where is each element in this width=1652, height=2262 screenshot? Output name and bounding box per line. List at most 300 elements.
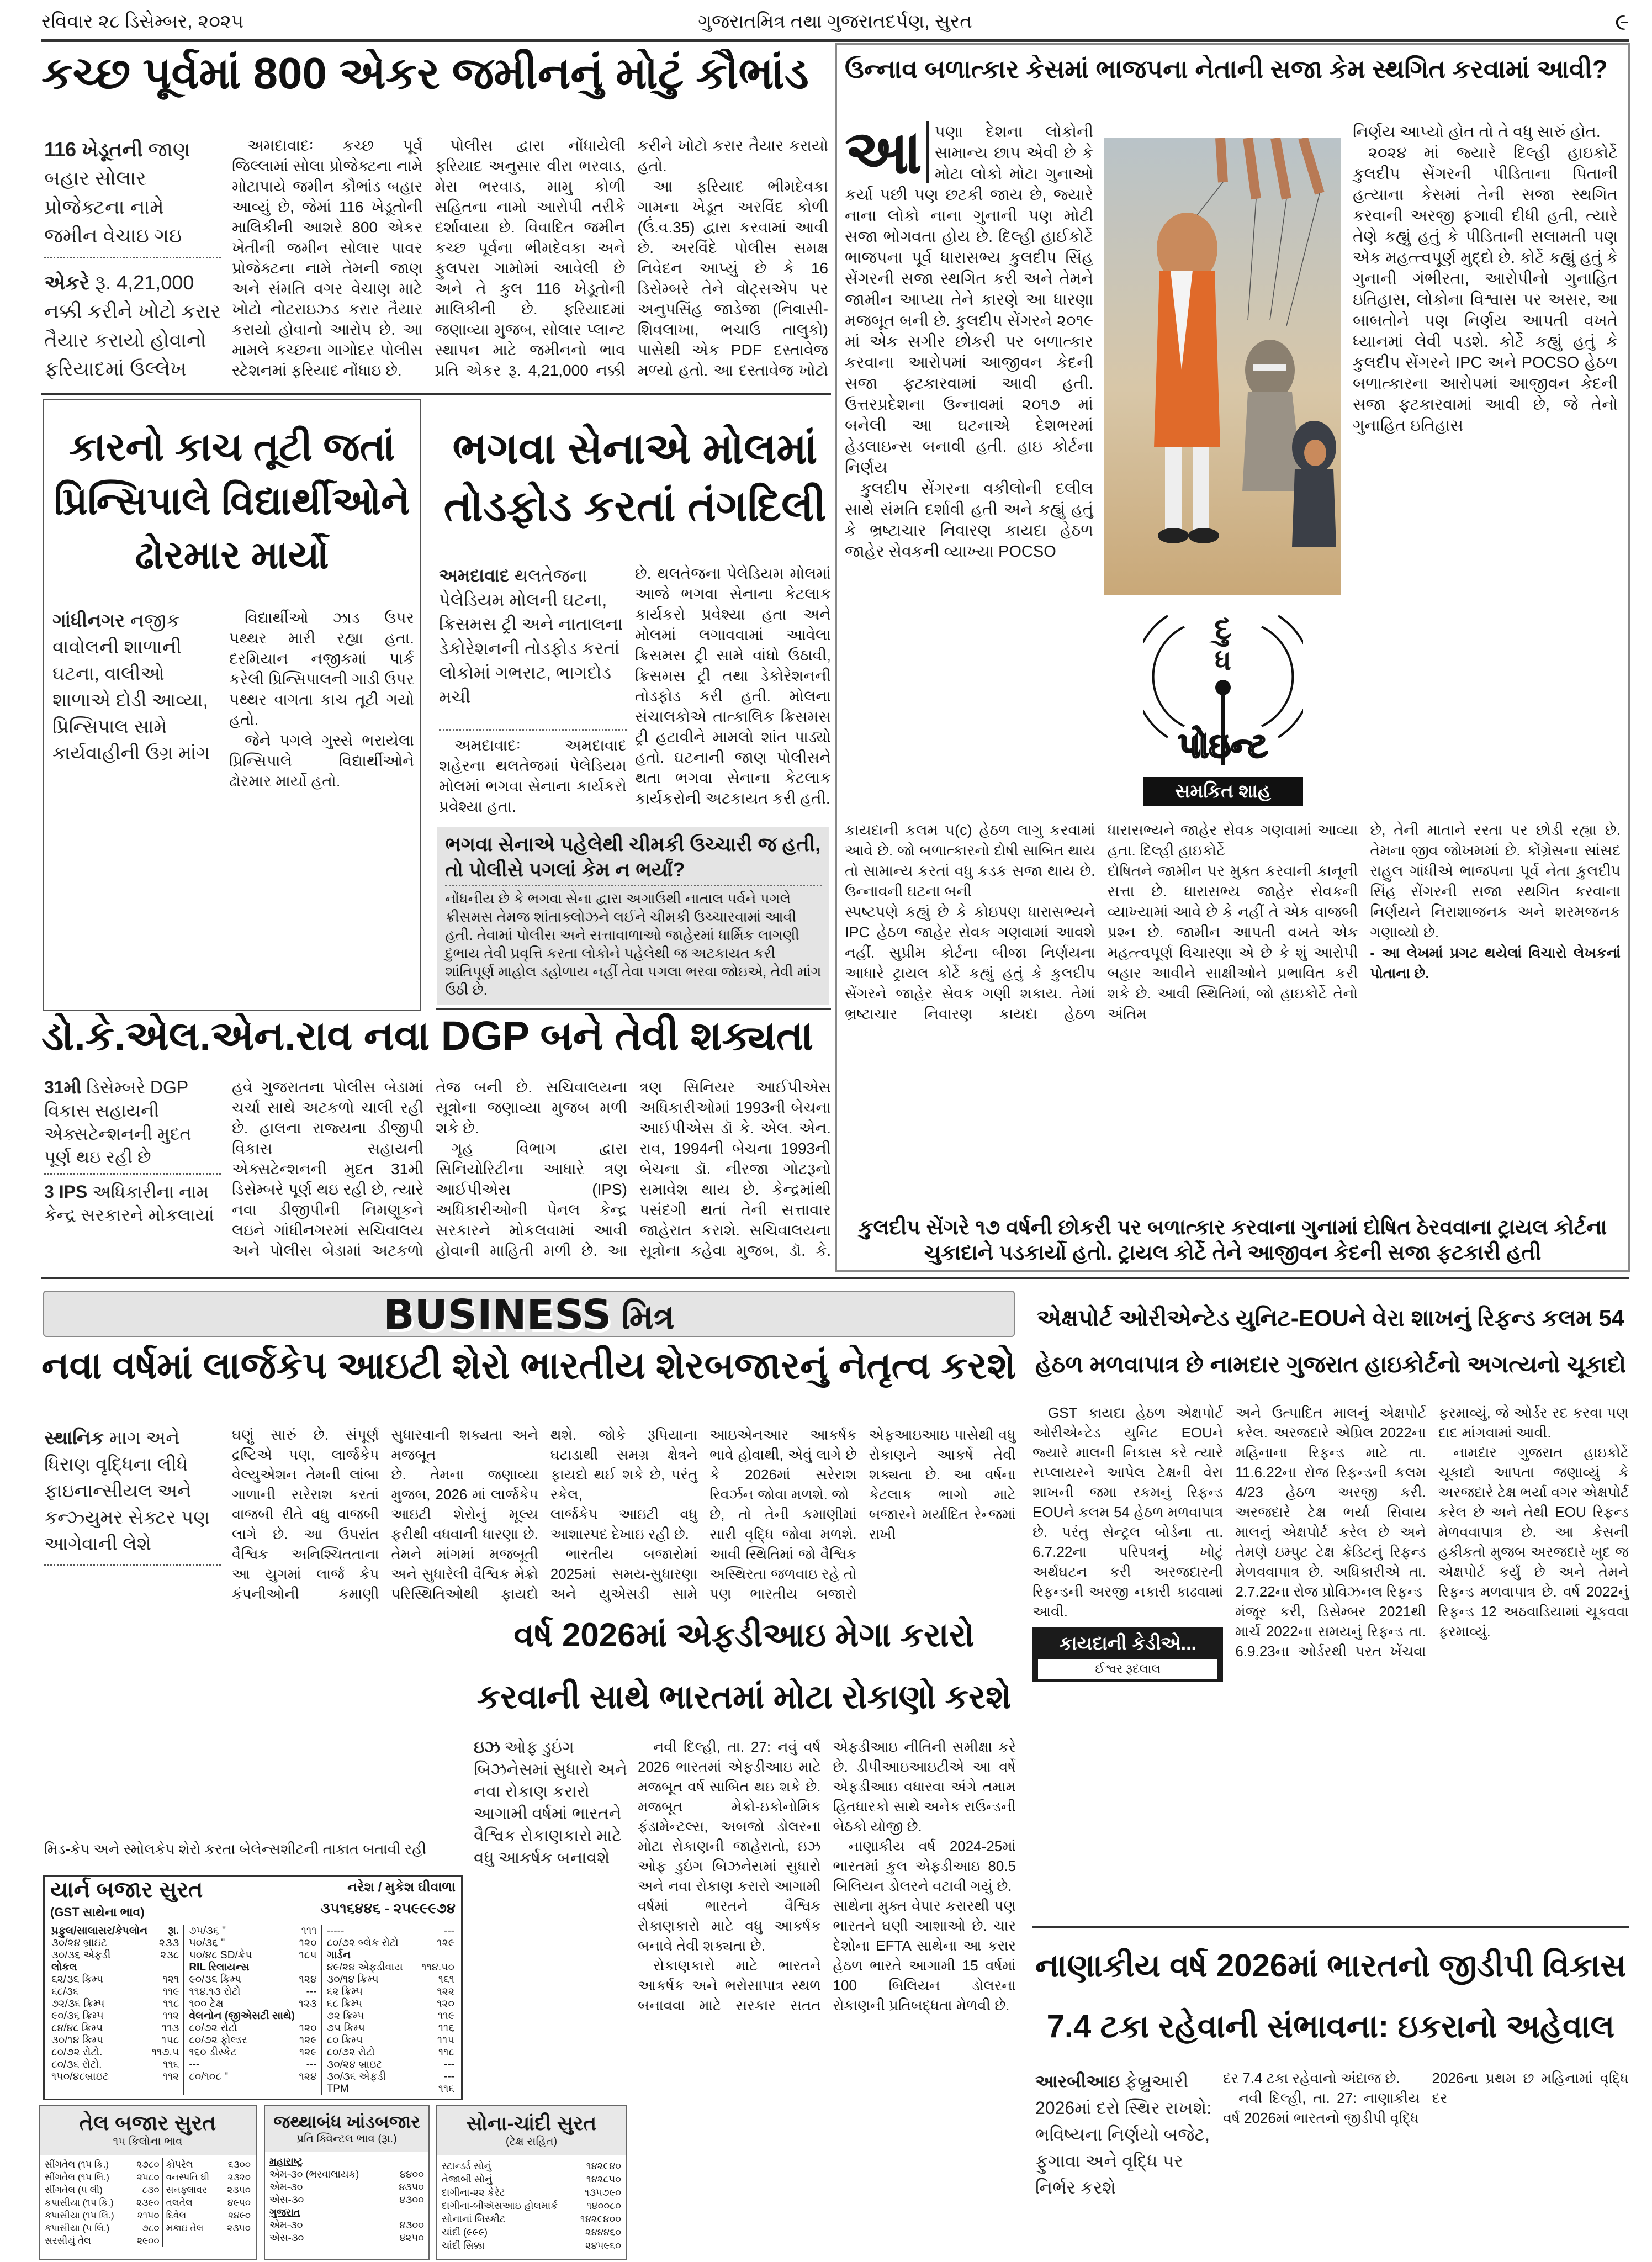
paragraph: ગૃહ વિભાગ દ્વારા સિનિયોરિટીના આધારે ત્રણ આઈપીએસ (IPS) અધિકારીઓની પેનલ કેન્દ્ર સરકારને મોકલવામાં આવી હોવાની માહિતી મળી છે. આ ત્રણ સિનિયર આઈપીએસ અધિકારીઓમાં 1993ની બેચના આઈપીએસ ડૉ કે. એલ. એન. રાવ, 1994ની બેચના 1993ની બેચના ડૉ. નીરજા ગોટરૂનો સમાવેશ થાય છે. કેન્દ્રમાંથી પસંદગી થતાં તેની સત્તાવાર જાહેરાત કરાશે. સચિવાલયના સૂત્રોના કહેવા મુજબ, ડૉ. કે. [436,1079,831,1259]
unnao-cartoon [1104,138,1341,595]
eou-headline: એક્ષપોર્ટ ઓરીએન્ટેડ યુનિટ-EOUને વેરા શાખનું રિફન્ડ કલમ 54 હેઠળ મળવાપાત્ર છે નામદાર ગુજરાત હાઇકોર્ટનો અગત્યનો ચૂકાદો [1035,1305,1627,1377]
item-price: ૨૪૫૯૬૦ [585,2240,621,2251]
price-row [51,2034,179,2047]
highlight-text: નજીક વાવોલની શાળાની ઘટના, વાલીઓ શાળાએ દોડી આવ્યા, પ્રિન્સિપાલ સામે કાર્યવાહીની ઉગ્ર માંગ [52,610,210,764]
yarn-subtitle: (GST સાથેના ભાવ) [50,1905,145,1919]
item-name: ૩૦/૧૪ ક્રિમ્પ [326,1974,379,1985]
logo-letter: ધ [1215,645,1231,676]
region-heading: મહારાષ્ટ્ર [269,2156,303,2167]
item-price: ૧૨૦ [299,2022,317,2034]
paragraph: કાયદાની કલમ ૫(c) હેઠળ લાગુ કરવામાં આવે છે. જો બળાત્કારનો દોષી સાબિત થાય તો સામાન્ય કરતાં વધુ કડક સજા થાય છે. ઉન્નાવની ઘટના બની [845,822,1095,900]
price-row [442,2226,621,2239]
price-row [51,2059,179,2071]
price-row [442,2199,621,2212]
item-name: વેલનોન (જીએસટી સાથે) [189,2010,295,2022]
dgp-headline: ડો.કે.એલ.એન.રાવ નવા DGP બને તેવી શક્યતા [41,1013,813,1059]
price-row [51,1925,179,1937]
price-row [51,2010,179,2022]
item-price: ૧૧૪.૫૦ [421,1962,454,1973]
item-price: ૧૨૯ [299,2047,317,2058]
item-price: ૧૩૫૭૯૦ [584,2187,621,2198]
paragraph: છે. તેમના જણાવ્યા મુજબ, 2026 માં લાર્જકેપ આઇટી શેરોનું મૂલ્ય ફરીથી વધવાની ધારણા છે. તેમને માંગમાં મજબૂતી અને સુધારેલી વૈશ્વિક મેક્રો પરિસ્થિતિઓથી ફાયદો થશે. જોકે રૂપિયાના ઘટાડાથી સમગ્ર ક્ષેત્રને ફાયદો થઈ શકે છે, પરંતુ સ્કેલ, [391,1426,698,1602]
item-price: ૧૪૨૯૪૦૦ [580,2213,621,2224]
item-price: ૧૨૩ [298,1998,317,2010]
law-column-title: કાયદાની કેડીએ... [1059,1633,1196,1654]
business-highlight [44,1425,221,1576]
price-row [166,2196,251,2209]
item-name: ૬૨/૩૬ ક્રિમ્પ [51,1974,103,1985]
price-row [166,2171,251,2184]
price-row [442,2159,621,2173]
item-price: ૨૩૫૦ [227,2223,251,2233]
paragraph: સ્પષ્ટપણે કહ્યું છે કે કોઇપણ ધારાસભ્યને IPC હેઠળ જાહેર સેવક ગણવામાં આવશે નહીં. સુપ્રીમ કોર્ટના બીજા નિર્ણયના આધારે ટ્રાયલ કોર્ટે કહ્યું હતું કે કુલદીપ સેંગરને જાહેર સેવક ગણી શકાય. તેમાં ભ્રષ્ટાચાર નિવારણ કાયદા હેઠળ ધારાસભ્યને જાહેર સેવક ગણવામાં આવ્યા હતા. દિલ્હી હાઇકોર્ટે [845,822,1358,1022]
highlight-text: જાણ બહાર સોલાર પ્રોજેક્ટના નામે જમીન વેચાઇ ગઇ [44,138,190,247]
section-rule [41,1277,1629,1279]
divider [44,257,221,258]
oil-market-rows [40,2155,256,2250]
paragraph: રોકાણકારો માટે ભારતને આકર્ષક અને ભરોસાપાત્ર સ્થળ બનાવવા માટે સરકાર સતત એફડીઆઇ નીતિની સમીક્ષા કરે છે. ડીપીઆઇઆઇટીએ આ વર્ષે એફડીઆઇ વધારવા અંગે તમામ હિતધારકો સાથે અનેક રાઉન્ડની બેઠકો યોજી છે. [638,1738,1016,2013]
oil-market-title: તેલ બજાર સુરત [79,2112,216,2135]
item-name: લોકલ [51,1962,77,1973]
law-column-author: ઈશ્વર રૂદલાલ [1038,1659,1217,1679]
section-rule [1032,1926,1629,1928]
item-price: ૨૭૮૦ [136,2159,160,2170]
item-name: દિવેલ [166,2210,187,2221]
price-row [51,2022,179,2034]
highlight-bold: એકરે [44,271,90,294]
paragraph: મંજૂર કરી, ડિસેમ્બર 2021થી માર્ચ 2022ના સમયનું રિફન્ડ તા. 6.9.23ના ઓર્ડરથી પરત ખેંચવા ફરમાવ્યું, જે ઓર્ડર રદ કરવા પણ દાદ માંગવામાં આવી. [1235,1404,1629,1659]
highlight-bold: આરબીઆઇ [1035,2071,1120,2091]
highlight-text: રૂ. 4,21,000 નક્કી કરીને ખોટો કરાર તૈયાર કરાયો હોવાનો ફરિયાદમાં ઉલ્લેખ [44,271,221,380]
highlight-bold: 3 IPS [44,1182,88,1202]
yarn-column [47,1925,184,2095]
price-row [327,2034,454,2047]
kutch-highlights [44,135,221,383]
paragraph: મિડ-કેપ અને સ્મોલકેપ શેરો કરતા બેલેન્સશીટની તાકાત બતાવી રહી [44,1841,427,1857]
paragraph: નિર્ણય આપ્યો હોત તો તે વધુ સારું હોત. [1353,123,1601,141]
price-row [269,2168,424,2181]
oil-market-subtitle: ૧૫ કિલોના ભાવ [113,2136,183,2148]
item-price: ૧૧૯ [438,2010,454,2022]
paragraph: પણા દેશના લોકોની સામાન્ય છાપ એવી છે કે મોટા લોકો મોટા ગુનાઓ કર્યા પછી પણ છટકી જાય છે, જ્યારે નાના લોકો નાના ગુનાની પણ મોટી સજા ભોગવતા હોય છે. દિલ્હી હાઈકોર્ટે ભાજપના પૂર્વ ધારાસભ્ય કુલદીપ સિંહ સેંગરની સજા સ્થગિત કરી અને તેમને જામીન આપ્યા તેને કારણે આ ધારણા મજબૂત બની છે. કુલદીપ સેંગરને ૨૦૧૯ માં એક સગીર છોકરી પર બળાત્કાર કરવાના આરોપમાં આજીવન કેદની સજા ફટકારવામાં આવી હતી. ઉત્તરપ્રદેશના ઉન્નાવમાં ૨૦૧૭ માં બનેલી આ ઘટનાએ દેશભરમાં હેડલાઇન્સ બનાવી હતી. હાઇ કોર્ટના નિર્ણય [845,123,1093,477]
item-name: ૧૧૪.૧૩ રોટો [189,1986,241,1997]
item-price: ૮૩૦ [142,2185,160,2195]
divider [44,1173,221,1175]
paragraph: લાર્જકેપ આઇટી વધુ આશાસ્પદ દેખાઇ રહી છે. [550,1506,698,1542]
item-price: ૧૧૨ [162,2010,179,2022]
sugar-market-subtitle: પ્રતિ ક્વિન્ટલ ભાવ (રૂા.) [296,2133,397,2145]
highlight-bold: સ્થાનિક [44,1428,104,1449]
gdp-headline: નાણાકીય વર્ષ 2026માં ભારતનો જીડીપી વિકાસ 7.4 ટકા રહેવાની સંભાવના: ઇકરાનો અહેવાલ [1035,1948,1627,2044]
paragraph: ઘણું સારું છે. સંપૂર્ણ દ્રષ્ટિએ પણ, લાર્જકેપ વેલ્યુએશન તેમની લાંબા ગાળાની સરેરાશ કરતાં વાજબી રીતે વધુ વાજબી લાગે છે. આ ઉપરાંત વૈશ્વિક અનિશ્ચિતતાના આ યુગમાં લાર્જ કેપ કંપનીઓની કમાણી સુધારવાની શક્યતા અને મજબૂત [232,1426,538,1602]
price-row [45,2234,160,2247]
item-price: રૂા. [168,1925,179,1937]
unnao-dropcap: આ [845,121,929,183]
item-name: કપાસીયા (૧૫ કિ.) [45,2197,114,2208]
item-name: ગાર્ડન [326,1949,351,1961]
item-price: ૪૩૦૦ [399,2194,424,2205]
section-rule [41,393,831,395]
item-price: ૧૧૨ [162,2071,179,2083]
car-highlight [52,607,218,767]
item-name: RIL રિલાયન્સ [189,1962,250,1973]
item-name: ચાંદી સિક્કા [442,2240,485,2251]
item-price: ૧૨૧ [162,1974,179,1985]
price-row [45,2222,160,2234]
paragraph: વિદ્યાર્થીઓ ઝાડ ઉપર પથ્થર મારી રહ્યા હતા. દરમિયાન નજીકમાં પાર્ક કરેલી પ્રિન્સિપાલની ગાડી ઉપર પથ્થર વાગતા કાચ તૂટી ગયો હતો. [229,609,414,728]
highlight-text: અધિકારીના નામ કેન્દ્ર સરકારને મોકલાયાં [44,1182,214,1225]
price-row [189,2047,316,2059]
business-banner-suffix: મિત્ર [621,1298,675,1336]
item-name: ૪૯/૨૪ એફડીવાય [326,1962,403,1973]
gold-market-header [437,2106,626,2155]
column-logo [1143,605,1303,809]
item-name: ૮૪/૪૮ ક્રિમ્પ [51,2022,103,2034]
item-name: ૧૫૦/૪૮બ્રાઇટ [51,2071,109,2083]
dgp-highlight [44,1180,221,1227]
gold-market-box [436,2105,627,2260]
item-name: ૬૨ ક્રિમ્પ [326,1986,363,1997]
item-price: ૧૧૯ [162,1986,179,1997]
dgp-highlights [44,1076,221,1227]
unnao-body-col1 [845,118,1093,562]
item-name: ૮૦/૭૨ બ્લેક રોટો [326,1937,399,1949]
oil-column [163,2158,253,2247]
gold-market-subtitle: (ટેક્ષ સહિત) [505,2136,558,2148]
highlight-bold: 31મી [44,1077,82,1097]
item-price: ૨૩૫૦ [227,2185,251,2195]
item-price: ૧૧૭.૫ [151,2047,179,2058]
kutch-body [232,135,828,387]
item-name: ૩૦/૨૪ બ્રાઇટ [326,2059,383,2070]
item-price: ૧૧૬ [163,2059,179,2070]
price-row [189,2022,316,2034]
price-row [327,2083,454,2095]
dgp-highlight [44,1076,221,1169]
item-name: કોપરેલ [166,2159,193,2170]
price-row [51,1998,179,2010]
car-headline: કારનો કાચ તૂટી જતાં પ્રિન્સિપાલે વિદ્યાર્થીઓને ઢોરમાર માર્યો [54,425,410,577]
bhagva-body [635,563,831,808]
gold-market-title: સોના-ચાંદી સુરત [466,2112,597,2134]
business-headline: નવા વર્ષમાં લાર્જકેપ આઇટી શેરો ભારતીય શેરબજારનું નેતૃત્વ કરશે [41,1345,1016,1387]
item-name: સીંગતેલ (૫ લી) [45,2185,103,2195]
item-name: એસ-૩૦ [269,2194,304,2205]
price-row [189,1998,316,2010]
price-row [269,2219,424,2232]
item-name: વનસ્પતિ ઘી [166,2172,210,2182]
item-name: સીંગતેલ (૧૫ કિ.) [45,2159,109,2170]
sugar-market-box [264,2105,430,2260]
paragraph: કુલદીપ સેંગરના વકીલોની દલીલ સાથે સંમતિ દર્શાવી હતી અને કહ્યું હતું કે ભ્રષ્ટાચાર નિવારણ કાયદા હેઠળ જાહેર સેવકની વ્યાખ્યા POCSO [845,480,1093,561]
price-row [442,2173,621,2186]
item-name: ૭૨ ક્રિમ્પ [326,2010,364,2022]
price-row [51,1937,179,1949]
item-name: સનફ્લાવર [166,2185,207,2195]
price-row [189,1937,316,1949]
bhagva-sidebar-box [437,827,829,1005]
price-row [327,2047,454,2059]
item-name: એમ-૩૦ (ભરવાલાયક) [269,2169,359,2180]
item-price: ૬૩૦૦ [227,2159,251,2170]
oil-market-header [40,2106,256,2155]
paragraph: ૨૦૨૪ માં જ્યારે દિલ્હી હાઇકોર્ટે કુલદીપ સેંગરની પીડિતાના પિતાની હત્યાના કેસમાં તેની સજા સ્થગિત કરવાની અરજી ફગાવી દીધી હતી, ત્યારે તેણે કહ્યું હતું કે પીડિતાની સલામતી પણ એક મહત્ત્વપૂર્ણ મુદ્દો છે. કોર્ટે કહ્યું હતું કે ગુનાની ગંભીરતા, આરોપીનો ગુનાહિત ઇતિહાસ, લોકોના વિશ્વાસ પર અસર, આ બાબતોને પણ નિર્ણય આપતી વખતે ધ્યાનમાં લેવી પડશે. કોર્ટે કહ્યું હતું કે કુલદીપ સેંગરને IPC અને POCSO હેઠળ બળાત્કારના આરોપમાં આજીવન કેદની સજા ફટકારવામાં આવી છે, જે તેનો ગુનાહિત ઇતિહાસ [1353,144,1618,435]
item-price: ૪૩૫૦ [399,2181,424,2192]
item-name: કપાસીયા (૫ લિ.) [45,2223,110,2233]
oil-column [42,2158,163,2247]
gdp-body [1223,2068,1629,2128]
paragraph: જેને પગલે ગુસ્સે ભરાયેલા પ્રિન્સિપાલે વિદ્યાર્થીઓને ઢોરમાર માર્યો હતો. [229,732,414,790]
item-price: ૪૨૫૦ [399,2232,424,2243]
gdp-highlight [1035,2068,1212,2201]
item-price: ૧૨૯ [437,1937,454,1949]
price-row [189,2059,316,2071]
price-row [327,1925,454,1937]
item-name: મકાઇ તેલ [166,2223,204,2233]
law-column-box [1032,1627,1223,1682]
price-row [189,1962,316,1974]
price-row [51,1974,179,1986]
price-row [45,2158,160,2171]
header-rule [41,39,1629,42]
item-price: ૧૨૯ [299,2034,317,2046]
item-price: ૨૩૩ [158,1937,179,1949]
paragraph: દર 7.4 ટકા રહેવાનો અંદાજ છે. [1223,2070,1400,2086]
price-row [327,2010,454,2022]
item-name: ૬૮/૩૬ [51,1986,79,1997]
price-row [51,2047,179,2059]
item-price: ૨૩૨૦ [227,2172,251,2182]
yarn-column [184,1925,322,2095]
item-name: ૮૦/૩૬ રોટો. [51,2059,102,2070]
item-price: --- [444,1925,454,1937]
item-price: ૧૧૬ [438,2083,454,2095]
unnao-body-col3 [1353,121,1618,436]
item-name: ૧૬૦ ડીસ્કેટ [189,2047,237,2058]
highlight-bold: અમદાવાદ [439,566,510,585]
highlight-text: ડિસેમ્બરે DGP વિકાસ સહાયની એક્સટેન્શનની મુદત પૂર્ણ થઇ રહી છે [44,1077,192,1167]
gold-market-rows [437,2155,626,2256]
item-price: ૨૧૫૦ [137,2210,160,2221]
item-name: કપાસીયા (૧૫ લિ.) [45,2210,114,2221]
price-row [51,1986,179,1998]
item-price: ૧૨૪ [299,2071,317,2083]
item-name: તેજાબી સોનું [442,2174,493,2185]
price-row [327,2071,454,2083]
paragraph: હવે ગુજરાતના પોલીસ બેડામાં ચર્ચા સાથે અટકળો ચાલી રહી છે. હાલના રાજ્યના ડીજીપી વિકાસ સહાયની એક્સટેન્શનની મુદત 31મી ડિસેમ્બરે પૂર્ણ થઇ રહી છે, ત્યારે નવા ડીજીપીની નિમણૂકને લઇને ગાંધીનગરમાં સચિવાલય અને પોલીસ બેડામાં અટકળો તેજ બની છે. સચિવાલયના સૂત્રોના જણાવ્યા મુજબ મળી શકે છે. [232,1079,627,1259]
item-price: ૧૨૦ [299,1937,317,1949]
item-price: --- [306,2059,317,2070]
item-price: ૨૪૯૦ [228,2210,251,2221]
sugar-market-title: જથ્થાબંધ ખાંડબજાર [273,2112,420,2132]
divider [44,1564,221,1566]
item-name: સોનાનાં બિસ્કીટ [442,2213,506,2224]
paragraph: અમદાવાદઃ કચ્છ પૂર્વ જિલ્લામાં સોલા પ્રોજેક્ટના નામે મોટાપાયે જમીન કૌભાંડ બહાર આવ્યું છે, જેમાં 116 ખેડૂતોની માલિકીની આશરે 800 એકર ખેતીની જમીન સોલાર પાવર પ્રોજેક્ટના નામે તેમની જાણ અને સંમતિ વગર વેચાણ માટે ખોટો નોટરાઇઝ્ડ કરાર તૈયાર કરાયો હોવાનો આરોપ છે. આ મામલે કચ્છના ગાગોદર પોલીસ સ્ટેશનમાં ફરિયાદ નોંધાઇ છે. [232,137,423,379]
item-name: ૩૦/૧૪ ક્રિમ્પ [51,2034,103,2046]
publication-title: ગુજરાતમિત્ર તથા ગુજરાતદર્પણ, સુરત [698,11,972,32]
yarn-columns [47,1925,459,2095]
logo-letter: દુ [1214,611,1232,646]
sidebar-box-text: નોંધનીય છે કે ભગવા સેના દ્વારા અગાઉથી નાતાલ પર્વને પગલે ક્રીસમસ તેમજ શાંતાક્લોઝને લઈને ચીમકી ઉચ્ચારવામાં આવી હતી. તેવામાં પોલીસ અને સત્તાવાળાઓ જાહેરમાં ધાર્મિક લાગણી દુભાય તેવી પ્રવૃત્તિ કરતા લોકોને પહેલેથી જ અટકાયત કરી શાંતિપૂર્ણ માહોલ ડહોળાય નહીં તેવા પગલા ભરવા જોઇએ, તેવી માંગ ઉઠી છે. [445,890,822,998]
price-row [269,2194,424,2206]
item-price: --- [444,2071,454,2083]
paragraph: 2026ના પ્રથમ છ મહિનામાં વૃદ્ધિ દર [1432,2070,1629,2106]
highlight-text: માગ અને ધિરાણ વૃદ્ધિના લીધે ફાઇનાન્સીયલ અને કન્ઝ્યુમર સેક્ટર પણ આગેવાની લેશે [44,1428,210,1555]
price-row [189,1925,316,1937]
business-body-lower [44,1839,464,1859]
price-row [189,2010,316,2022]
price-row [45,2196,160,2209]
highlight-text: ફેબ્રુઆરી 2026માં દરો સ્થિર રાખશે: ભવિષ્યના નિર્ણયો બજેટ, ફુગાવા અને વૃદ્ધિ પર નિર્ભર કરશે [1035,2071,1212,2197]
item-price: ૪૩૦૦ [399,2219,424,2231]
item-price: ૧૧૮ [438,2047,454,2058]
paragraph: નવી દિલ્હી, તા. 27: નવું વર્ષ 2026 ભારતમાં એફડીઆઇ માટે મજબૂત વર્ષ સાબિત થઇ શકે છે. મજબૂત મેક્રો-ઇકોનોમિક ફંડામેન્ટલ્સ, અબજો ડોલરના મોટા રોકાણની જાહેરાતો, ઇઝ ઓફ ડુઇંગ બિઝનેસમાં સુધારો અને નવા રોકાણ કરારો આગામી વર્ષમાં ભારતને વૈશ્વિક રોકાણકારો માટે વધુ આકર્ષક બનાવે તેવી શક્યતા છે. [638,1738,821,1954]
price-row [327,2059,454,2071]
bhagva-body-intro [439,729,627,817]
price-row [51,1962,179,1974]
paragraph: દોષિતને જામીન પર મુક્ત કરવાની કાનૂની સત્તા છે. ધારાસભ્ય જાહેર સેવકની વ્યાખ્યામાં આવે છે કે નહીં તે એક વાજબી પ્રશ્ન છે. જામીન આપતી વખતે એક મહત્ત્વપૂર્ણ વિચારણા એ છે કે શું આરોપી બહાર આવીને સાક્ષીઓને પ્રભાવિત કરી શકે છે. આવી સ્થિતિમાં, જો હાઇકોર્ટે તેનો અંતિમ [1107,863,1358,1022]
logo-word: પોઇન્ટ [1178,727,1268,765]
item-price: ૨૪૪૪૬૦ [585,2227,621,2238]
item-name: ૮૦/૭૨ રોટો [189,2022,237,2034]
price-row [45,2184,160,2196]
kutch-headline: કચ્છ પૂર્વમાં 800 એકર જમીનનું મોટું કૌભાંડ [41,49,809,98]
item-name: ૭૫/૩૬ '' [189,1925,226,1937]
kutch-highlight [44,135,221,250]
item-price: ૧૧૩ [162,2022,179,2034]
item-name: તલતેલ [166,2197,193,2208]
item-price: ૧૨૨ [437,1986,454,1997]
fdi-body [638,1737,1016,2015]
item-price: ૨૯૦૦ [137,2235,160,2246]
item-price: --- [444,2059,454,2070]
sugar-market-header [265,2106,428,2152]
fdi-highlight [474,1737,628,1869]
item-price: ૧૨૪ [299,1974,317,1985]
item-name: સ્ટાન્ડર્ડ સોનું [442,2160,492,2171]
item-name: ૮૦/૭૨ ફોલ્ડર [189,2034,247,2046]
paragraph: છે. થલતેજના પેલેડિયમ મોલમાં આજે ભગવા સેનાના કેટલાક કાર્યકરો પ્રવેશ્યા હતા અને મોલમાં લગાવવામાં આવેલા ક્રિસમસ ટ્રી સામે વાંધો ઉઠાવી, ક્રિસમસ ટ્રી તથા ડેકોરેશનની તોડફોડ કરી હતી. મોલના સંચાલકોએ તાત્કાલિક ક્રિસમસ ટ્રી હટાવીને મામલો શાંત પાડ્યો હતો. ઘટનાની જાણ પોલીસને થતા ભગવા સેનાના કેટલાક કાર્યકરોની અટકાયત કરી હતી. [635,565,831,807]
paragraph: પોલીસ દ્વારા નોંધાયેલી ફરિયાદ અનુસાર વીરા ભરવાડ, મેરા ભરવાડ, મામુ કોળી સહિતના નામો આરોપી તરીકે દર્શાવાયા છે. વિવાદિત જમીન કચ્છ પૂર્વના ભીમદેવકા અને ફુલપરા ગામોમાં આવેલી છે અને તે કુલ 116 ખેડૂતોની માલિકીની છે. ફરિયાદમાં જણાવ્યા મુજબ, સોલાર પ્લાન્ટ સ્થાપન માટે જમીનનો ભાવ પ્રતિ એકર રૂ. 4,21,000 નક્કી કરીને ખોટો કરાર તૈયાર કરાયો હતો. [435,137,828,379]
item-price: ૧૪૨૯૪૦ [586,2160,621,2171]
yarn-phone: ૩૫૧૬૪૪૬ - ૨૫૯૯૯૭૪ [320,1900,456,1916]
price-row [166,2222,251,2234]
item-name: TPM [326,2083,349,2095]
price-row [327,2022,454,2034]
item-name: ૩૦/૩૬ એફડી [326,2071,386,2083]
business-banner-title: BUSINESS [383,1291,612,1339]
item-name: ૮૦/૭૨ રોટો [326,2047,375,2058]
kutch-highlight [44,268,221,383]
item-price: --- [306,1986,317,1997]
item-name: ૬૮ ક્રિમ્પ [326,1998,363,2010]
item-name: ----- [326,1925,345,1937]
oil-market-box [39,2105,257,2260]
item-name: ૯૦/૩૬ ક્રિમ્પ [189,1974,242,1985]
sugar-market-rows [265,2152,428,2248]
item-name: ૮૦/૧૦૮ '' [189,2071,229,2083]
highlight-text: ઓફ ડુઇંગ બિઝનેસમાં સુધારો અને નવા રોકાણ કરારો આગામી વર્ષમાં ભારતને વૈશ્વિક રોકાણકારો માટે વધુ આકર્ષક બનાવશે [474,1738,627,1867]
item-name: ચાંદી (૯૯૯) [442,2227,488,2238]
item-price: ૧૪૦૦૮૦ [586,2200,621,2211]
column-author: સમકિત શાહ [1143,777,1303,806]
price-row [327,1986,454,1998]
item-price: ૧૧૧ [301,1925,317,1937]
item-price: ૧૪૨૮૫૦ [586,2174,621,2185]
page-number: ૯ [1615,9,1629,35]
item-name: ૫૦/૩૬ '' [189,1937,225,1949]
price-row [45,2171,160,2184]
bhagva-highlight [439,563,627,709]
yarn-dealer: નરેશ / મુકેશ ઘીવાળા [347,1880,456,1895]
item-name: પ્રફુલ/સાલાસર/કેપલોન [51,1925,148,1937]
item-name: ૮૦/૭૨ રોટો. [51,2047,103,2058]
price-row [189,2034,316,2047]
dgp-body [232,1077,831,1265]
disclaimer: - આ લેખમાં પ્રગટ થયેલાં વિચારો લેખકનાં પોતાના છે. [1370,944,1621,981]
item-name: દાગીના-૨૨ કેરેટ [442,2187,506,2198]
price-row [269,2232,424,2244]
paragraph: અને ઉત્પાદિત માલનું એક્ષપોર્ટ કરેલ. અરજદારે એપ્રિલ 2022ના મહિનાના રિફન્ડ માટે તા. 11.6.22ના રોજ રિફન્ડની કલમ 4/23 હેઠળ અરજી કરી. અરજદારે ટેક્ષ ભર્યા સિવાય માલનું એક્ષપોર્ટ કરેલ છે અને તેમણે ઇમ્પુટ ટેક્ષ ક્રેડિટનું રિફન્ડ મેળવવાપાત્ર છે. અધિકારીએ તા. 2.7.22ના રોજ પ્રોવિઝનલ રિફન્ડ [1235,1404,1426,1600]
paragraph: છે, તેની માતાને રસ્તા પર છોડી રહ્યા છે. તેમના જીવ જોખમમાં છે. કોંગ્રેસના સાંસદ રાહુલ ગાંધીએ ભાજપના પૂર્વ નેતા કુલદીપ સિંહ સેંગરની સજા સ્થગિત કરવાના નિર્ણયને નિરાશાજનક અને શરમજનક ગણાવ્યો છે. [1370,822,1621,940]
price-row [189,1986,316,1998]
price-row [327,1974,454,1986]
paragraph: GST કાયદા હેઠળ એક્ષપોર્ટ ઓરીએન્ટેડ યુનિટ EOUને જ્યારે માલની નિકાસ કરે ત્યારે સપ્લાયરને આપેલ ટેક્ષની વેરા શાખની જમા રકમનું રિફન્ડ EOUને કલમ 54 હેઠળ મળવાપાત્ર છે. પરંતુ સેન્ટ્રલ બોર્ડના તા. 6.7.22ના પરિપત્રનું ખોટું અર્થઘટન કરી અરજદારની રિફન્ડની અરજી નકારી કાઢવામાં આવી. [1032,1404,1224,1620]
item-price: ૧૧૮ [163,1998,179,2010]
item-name: --- [189,2059,200,2070]
paragraph: સાથેના મુક્ત વેપાર કરારથી પણ ભારતને ઘણી આશાઓ છે. ચાર દેશોના EFTA સાથેના આ કરાર હેઠળ ભારતે આગામી 15 વર્ષમાં 100 બિલિયન ડોલરના રોકાણની પ્રતિબદ્ધતા મેળવી છે. [833,1898,1016,2013]
highlight-bold: 116 ખેડૂતની [44,138,143,161]
price-row [166,2158,251,2171]
price-row [189,2071,316,2083]
price-row [51,1949,179,1962]
item-price: ૧૧૫ [437,2034,454,2046]
item-name: ૧૦૦ ટેક્ષ [189,1998,224,2010]
item-price: ૧૫૮ [161,2034,179,2046]
item-name: સરસીયું તેલ [45,2235,91,2246]
price-row [189,1949,316,1962]
price-row [442,2186,621,2199]
highlight-text: થલતેજના પેલેડિયમ મોલની ઘટના, ક્રિસમસ ટ્રી અને નાતાલના ડેકોરેશનની તોડફોડ કરતાં લોકોમાં ગભરાટ, ભાગદોડ મચી [439,566,623,707]
item-price: ૭૮૦ [142,2223,160,2233]
section-rule [436,1008,831,1010]
yarn-title: યાર્ન બજાર સુરત [50,1878,203,1902]
bhagva-headline: ભગવા સેનાએ મોલમાં તોડફોડ કરતાં તંગદિલી [443,424,827,530]
item-price: ૪૪૦૦ [400,2169,424,2180]
item-name: એમ-૩૦ [269,2181,303,2192]
item-name: દાગીના-બીઍસઆઇ હોલમાર્ક [442,2200,558,2211]
price-row [327,1962,454,1974]
item-name: ૫૦/૪૮ SD/ક્રેપ [189,1949,252,1961]
price-row [45,2209,160,2222]
item-name: ૭૫ ક્રિમ્પ [326,2022,365,2034]
region-heading: ગુજરાત [269,2207,300,2218]
paragraph: આ ફરિયાદ ભીમદેવકા ગામના ખેડૂત અરવિંદ કોળી (ઉં.વ.35) દ્વારા કરવામાં આવી છે. અરવિંદે પોલીસ સમક્ષ નિવેદન આપ્યું છે કે 16 ડિસેમ્બરે તેને વોટ્સએપ પર અનુપસિંહ જાડેજા (નિવાસી-શિવલાખા, ભચાઉ તાલુકો) પાસેથી એક PDF દસ્તાવેજ મળ્યો હતો. આ દસ્તાવેજ ખોટો [637,178,828,379]
sidebar-box-title: ભગવા સેનાએ પહેલેથી ચીમકી ઉચ્ચારી જ હતી, તો પોલીસે પગલાં કેમ ન ભર્યાં? [445,832,822,886]
price-row [327,1998,454,2010]
item-price: ૪૯૫૦ [227,2197,251,2208]
unnao-caption: કુલદીપ સેંગરે ૧૭ વર્ષની છોકરી પર બળાત્કાર કરવાના ગુનામાં દોષિત ઠેરવવાના ટ્રાયલ કોર્ટના ચુકાદાને પડકાર્યો હતો. ટ્રાયલ કોર્ટે તેને આજીવન કેદની સજા ફટકારી હતી [858,1216,1607,1265]
price-row [327,1949,454,1962]
car-body [229,607,414,791]
fdi-headline: વર્ષ 2026માં એફડીઆઇ મેગા કરારો કરવાની સાથે ભારતમાં મોટા રોકાણો કરશે [476,1616,1012,1715]
issue-date: રવિવાર ૨૮ ડિસેમ્બર, ૨૦૨૫ [41,11,244,32]
item-price: ૨૩૯૦ [136,2197,160,2208]
eou-body [1032,1403,1629,1682]
price-row [442,2239,621,2252]
item-price: ૨૩૮ [160,1949,179,1961]
item-name: ૮૦ ક્રિમ્પ [326,2034,363,2046]
